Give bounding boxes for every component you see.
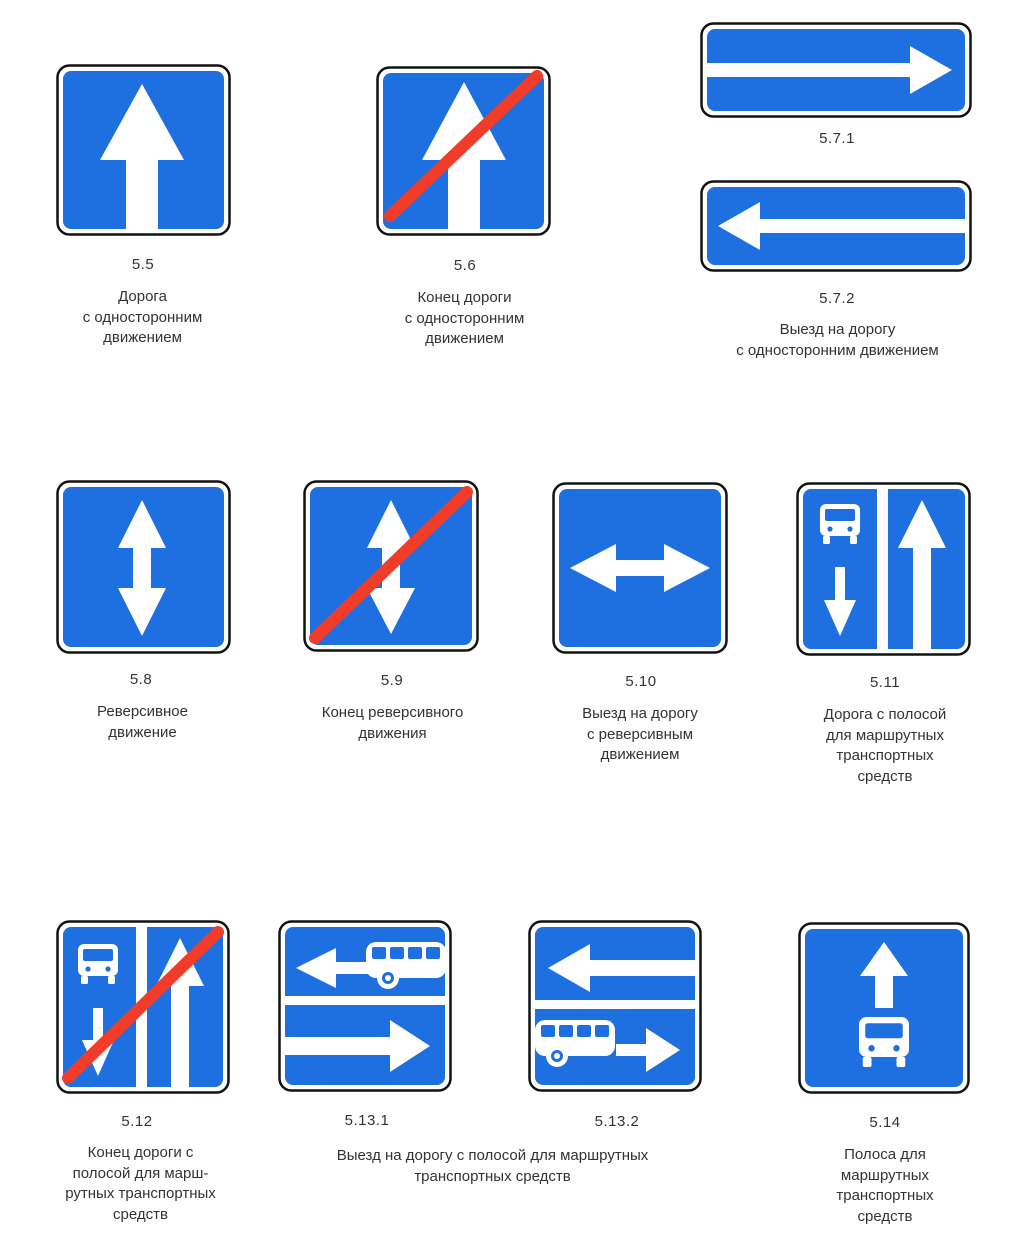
sign-code: 5.8 <box>129 671 153 688</box>
sign-code: 5.7.1 <box>819 130 855 147</box>
end-of-road-with-bus-lane-sign <box>56 920 230 1094</box>
sign-code: 5.7.2 <box>819 290 855 307</box>
sign-caption: Дорога с полосой для маршрутных транспортных средств <box>823 706 947 785</box>
exit-bus-lane-road-1-sign <box>278 920 452 1092</box>
road-with-bus-lane-sign <box>796 482 971 656</box>
exit-reversible-road-sign <box>552 482 728 654</box>
sign-caption: Дорога с односторонним движением <box>82 288 203 346</box>
bus-lane-sign <box>798 922 970 1094</box>
sign-code: 5.10 <box>625 673 657 690</box>
sign-caption: Конец дороги с полосой для марш- рутных транспортных средств <box>65 1144 216 1223</box>
sign-caption: Полоса для маршрутных транспортных средств <box>836 1146 934 1225</box>
sign-caption: Выезд на дорогу с полосой для маршрутных транспортных средств <box>336 1147 649 1185</box>
sign-code: 5.5 <box>131 256 155 273</box>
exit-one-way-right-sign <box>700 22 972 118</box>
sign-caption: Реверсивное движение <box>97 703 188 741</box>
exit-bus-lane-road-2-sign <box>528 920 702 1092</box>
one-way-road-sign <box>56 64 231 236</box>
sign-caption: Выезд на дорогу с реверсивным движением <box>582 705 698 763</box>
exit-one-way-left-sign <box>700 180 972 272</box>
sign-caption: Выезд на дорогу с односторонним движением <box>736 321 939 359</box>
sign-code: 5.9 <box>380 672 404 689</box>
end-of-reversible-traffic-sign <box>303 480 479 652</box>
sign-code: 5.6 <box>453 257 477 274</box>
sign-code: 5.14 <box>869 1114 901 1131</box>
sign-code: 5.11 <box>869 674 901 691</box>
sign-code: 5.13.1 <box>344 1112 390 1129</box>
end-of-one-way-road-sign <box>376 66 551 236</box>
sign-code: 5.12 <box>121 1113 153 1130</box>
sign-caption: Конец дороги с односторонним движением <box>404 289 525 347</box>
reversible-traffic-sign <box>56 480 231 654</box>
sign-code: 5.13.2 <box>594 1113 640 1130</box>
sign-caption: Конец реверсивного движения <box>321 704 464 742</box>
